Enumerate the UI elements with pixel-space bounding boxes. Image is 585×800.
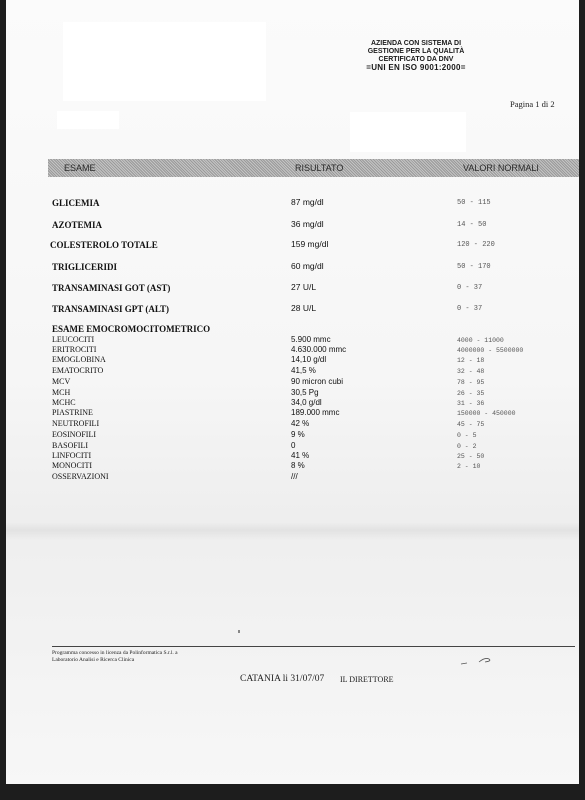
emo-normal-range: 12 - 18 bbox=[457, 357, 485, 364]
emo-name: BASOFILI bbox=[52, 441, 89, 450]
test-result: 27 U/L bbox=[291, 282, 317, 292]
test-result: 36 mg/dl bbox=[291, 219, 324, 229]
emo-result: 4.630.000 mmc bbox=[291, 345, 347, 354]
emo-result: 9 % bbox=[291, 430, 305, 439]
test-name: TRANSAMINASI GPT (ALT) bbox=[52, 304, 170, 314]
test-normal-range: 0 - 37 bbox=[457, 305, 483, 313]
emo-normal-range: 78 - 95 bbox=[457, 379, 485, 386]
director-label: IL DIRETTORE bbox=[340, 675, 394, 684]
header-exam: ESAME bbox=[64, 163, 96, 173]
cert-line-2: GESTIONE PER LA QUALITÀ bbox=[367, 48, 465, 55]
director-signature bbox=[459, 652, 509, 670]
emo-name: PIASTRINE bbox=[52, 408, 93, 417]
test-name: TRIGLICERIDI bbox=[52, 262, 118, 272]
emo-normal-range: 150000 - 450000 bbox=[457, 410, 516, 417]
emo-normal-range: 0 - 5 bbox=[457, 432, 477, 439]
emo-normal-range: 2 - 10 bbox=[457, 463, 481, 470]
emo-normal-range: 4000 - 11000 bbox=[457, 337, 504, 344]
test-result: 159 mg/dl bbox=[291, 239, 329, 249]
footer-divider bbox=[52, 646, 575, 647]
emo-result: /// bbox=[291, 472, 298, 481]
redacted-patient-name bbox=[350, 112, 466, 152]
emo-name: EOSINOFILI bbox=[52, 430, 96, 439]
emo-normal-range: 25 - 50 bbox=[457, 453, 485, 460]
page-indicator: Pagina 1 di 2 bbox=[510, 99, 555, 109]
emo-name: MCH bbox=[52, 388, 71, 397]
redacted-logo-area bbox=[63, 22, 266, 101]
emo-result: 0 bbox=[291, 441, 296, 450]
emo-normal-range: 0 - 2 bbox=[457, 443, 477, 450]
emo-result: 14,10 g/dl bbox=[291, 355, 327, 364]
test-name: GLICEMIA bbox=[52, 198, 100, 208]
emo-result: 5.900 mmc bbox=[291, 335, 331, 344]
emo-name: MONOCITI bbox=[52, 461, 92, 470]
emo-name: LINFOCITI bbox=[52, 451, 92, 460]
test-result: 28 U/L bbox=[291, 303, 317, 313]
test-name: COLESTEROLO TOTALE bbox=[50, 240, 158, 250]
test-name: AZOTEMIA bbox=[52, 220, 103, 230]
section-title-emocromo: ESAME EMOCROMOCITOMETRICO bbox=[52, 324, 211, 334]
emo-name: MCHC bbox=[52, 398, 76, 407]
test-normal-range: 0 - 37 bbox=[457, 284, 483, 292]
emo-result: 189.000 mmc bbox=[291, 408, 340, 417]
emo-name: MCV bbox=[52, 377, 71, 386]
emo-normal-range: 31 - 36 bbox=[457, 400, 485, 407]
emo-normal-range: 4000000 - 5500000 bbox=[457, 347, 524, 354]
header-result: RISULTATO bbox=[295, 163, 344, 173]
emo-name: EMOGLOBINA bbox=[52, 355, 106, 364]
emo-result: 41 % bbox=[291, 451, 310, 460]
paper-fold-shadow bbox=[6, 522, 579, 540]
cert-line-3: CERTIFICATO DA DNV bbox=[378, 56, 454, 63]
emo-result: 41,5 % bbox=[291, 366, 316, 375]
cert-line-1: AZIENDA CON SISTEMA DI bbox=[370, 40, 462, 47]
place-and-date: CATANIA li 31/07/07 bbox=[240, 674, 325, 684]
emo-result: 8 % bbox=[291, 461, 305, 470]
emo-result: 90 micron cubi bbox=[291, 377, 344, 386]
test-normal-range: 50 - 170 bbox=[457, 263, 491, 271]
emo-name: OSSERVAZIONI bbox=[52, 472, 109, 481]
test-name: TRANSAMINASI GOT (AST) bbox=[52, 283, 171, 293]
emo-name: NEUTROFILI bbox=[52, 419, 100, 428]
footer-lab-name: Laboratorio Analisi e Ricerca Clinica bbox=[52, 657, 135, 663]
emo-normal-range: 45 - 75 bbox=[457, 421, 485, 428]
certification-block bbox=[346, 40, 486, 72]
report-page bbox=[6, 0, 579, 784]
paper-speck bbox=[238, 630, 240, 633]
cert-line-4: =UNI EN ISO 9001:2000= bbox=[366, 63, 466, 72]
test-normal-range: 50 - 115 bbox=[457, 199, 491, 207]
test-result: 60 mg/dl bbox=[291, 261, 324, 271]
emo-name: LEUCOCITI bbox=[52, 335, 95, 344]
redacted-patient-id bbox=[57, 111, 119, 129]
header-normal-values: VALORI NORMALI bbox=[463, 163, 539, 173]
emo-result: 42 % bbox=[291, 419, 310, 428]
test-result: 87 mg/dl bbox=[291, 197, 324, 207]
footer-program-note: Programma concesso in licenza da Polinformatica S.r.l. a bbox=[52, 650, 178, 656]
emo-name: ERITROCITI bbox=[52, 345, 97, 354]
emo-result: 30,5 Pg bbox=[291, 388, 319, 397]
test-normal-range: 14 - 50 bbox=[457, 221, 487, 229]
emo-normal-range: 26 - 35 bbox=[457, 390, 485, 397]
table-header bbox=[48, 159, 579, 177]
emo-normal-range: 32 - 48 bbox=[457, 368, 485, 375]
test-normal-range: 120 - 220 bbox=[457, 241, 495, 249]
emo-name: EMATOCRITO bbox=[52, 366, 104, 375]
emo-result: 34,0 g/dl bbox=[291, 398, 322, 407]
